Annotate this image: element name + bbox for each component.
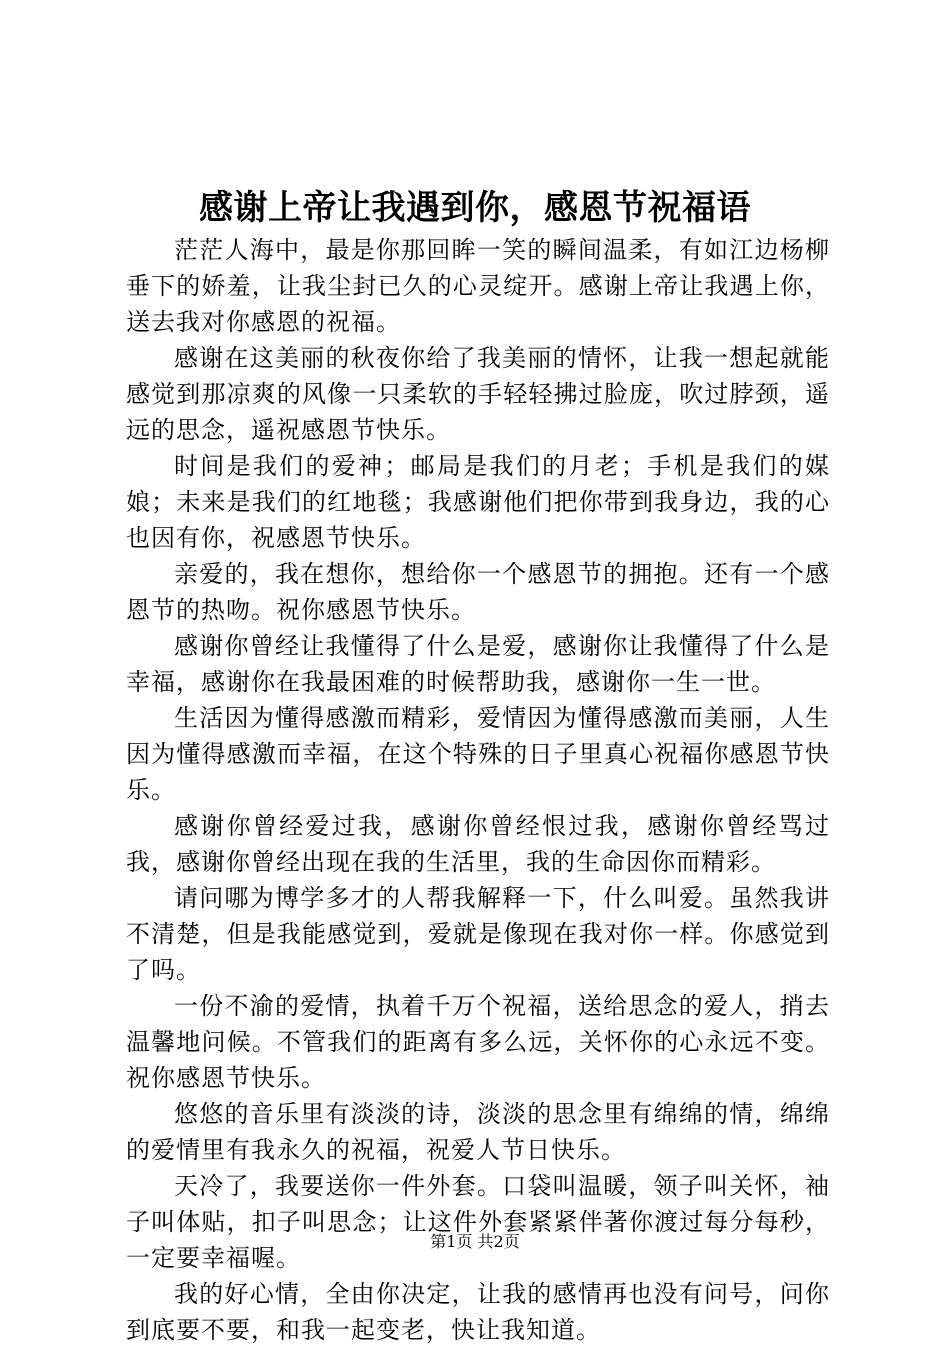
paragraph: 请问哪为博学多才的人帮我解释一下，什么叫爱。虽然我讲不清楚，但是我能感觉到，爱就是像现在我对你一样。你感觉到了吗。 bbox=[126, 884, 830, 984]
page-footer: 第1页 共2页 bbox=[430, 1232, 520, 1251]
paragraph: 感谢你曾经让我懂得了什么是爱，感谢你让我懂得了什么是幸福，感谢你在我最困难的时候帮助我，感谢你一生一世。 bbox=[126, 632, 830, 696]
document-body bbox=[126, 232, 830, 1348]
paragraph: 感谢在这美丽的秋夜你给了我美丽的情怀，让我一想起就能感觉到那凉爽的风像一只柔软的手轻轻拂过脸庞，吹过脖颈，遥远的思念，遥祝感恩节快乐。 bbox=[126, 344, 830, 444]
paragraph: 生活因为懂得感激而精彩，爱情因为懂得感激而美丽，人生因为懂得感激而幸福，在这个特殊的日子里真心祝福你感恩节快乐。 bbox=[126, 704, 830, 804]
paragraph: 天冷了，我要送你一件外套。口袋叫温暖，领子叫关怀，袖子叫体贴，扣子叫思念；让这件外套紧紧伴著你渡过每分每秒，一定要幸福喔。 bbox=[126, 1172, 830, 1272]
paragraph: 悠悠的音乐里有淡淡的诗，淡淡的思念里有绵绵的情，绵绵的爱情里有我永久的祝福，祝爱人节日快乐。 bbox=[126, 1100, 830, 1164]
paragraph: 一份不渝的爱情，执着千万个祝福，送给思念的爱人，捎去温馨地问候。不管我们的距离有多么远，关怀你的心永远不变。祝你感恩节快乐。 bbox=[126, 992, 830, 1092]
paragraph: 感谢你曾经爱过我，感谢你曾经恨过我，感谢你曾经骂过我，感谢你曾经出现在我的生活里，我的生命因你而精彩。 bbox=[126, 812, 830, 876]
document-title: 感谢上帝让我遇到你，感恩节祝福语 bbox=[199, 188, 751, 228]
paragraph: 我的好心情，全由你决定，让我的感情再也没有问号，问你到底要不要，和我一起变老，快让我知道。 bbox=[126, 1280, 830, 1344]
paragraph: 茫茫人海中，最是你那回眸一笑的瞬间温柔，有如江边杨柳垂下的娇羞，让我尘封已久的心灵绽开。感谢上帝让我遇上你，送去我对你感恩的祝福。 bbox=[126, 236, 830, 336]
paragraph: 时间是我们的爱神；邮局是我们的月老；手机是我们的媒娘；未来是我们的红地毯；我感谢他们把你带到我身边，我的心也因有你，祝感恩节快乐。 bbox=[126, 452, 830, 552]
paragraph: 亲爱的，我在想你，想给你一个感恩节的拥抱。还有一个感恩节的热吻。祝你感恩节快乐。 bbox=[126, 560, 830, 624]
